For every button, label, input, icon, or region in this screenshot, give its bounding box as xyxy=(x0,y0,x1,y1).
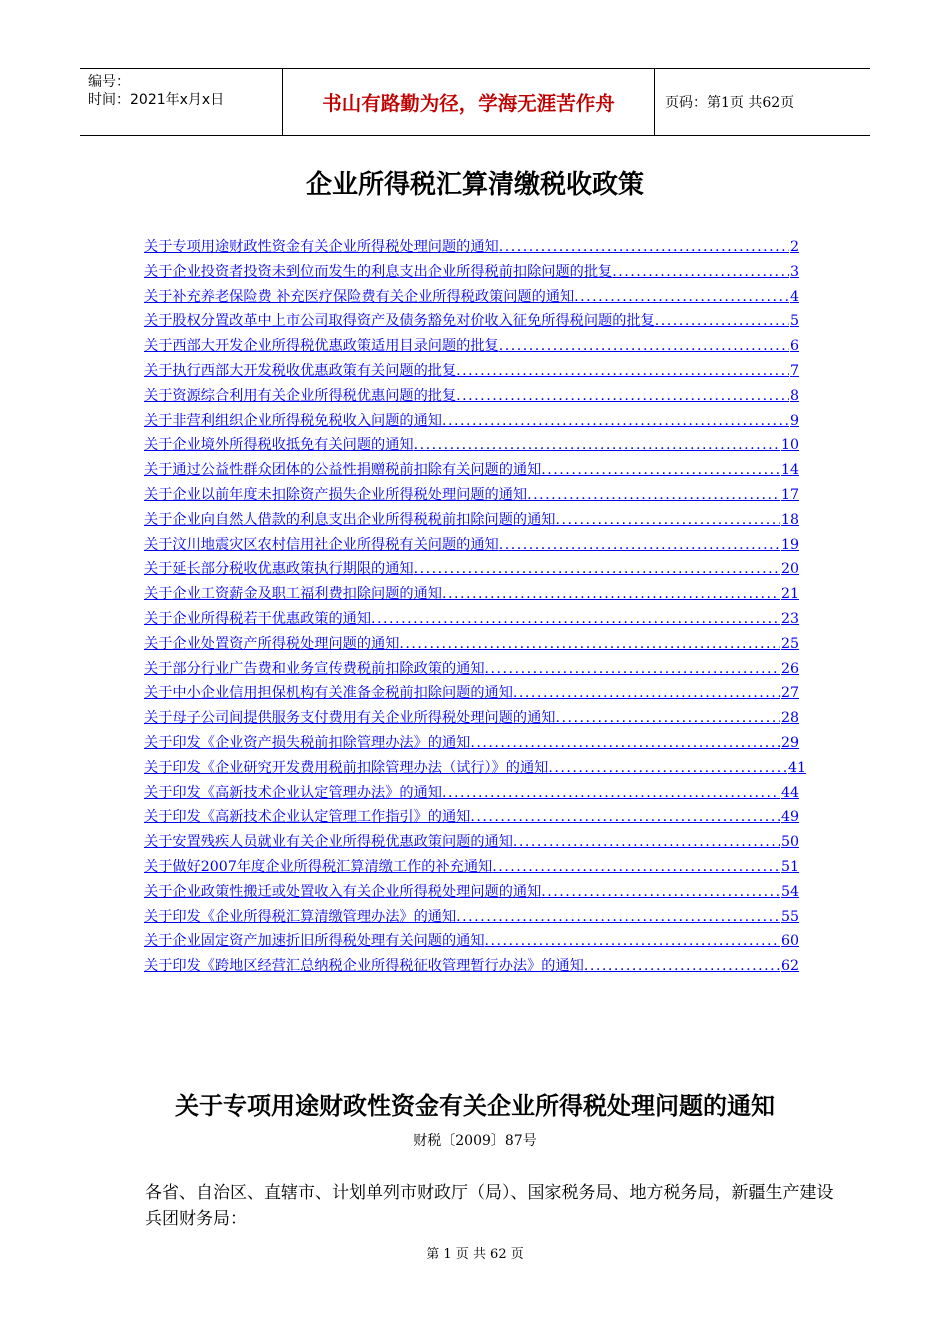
toc-page-number[interactable]: 41 xyxy=(787,759,806,776)
toc-entry-title[interactable]: 关于印发《高新技术企业认定管理工作指引》的通知 xyxy=(144,809,471,826)
toc-leader-dots xyxy=(513,681,780,706)
toc-entry[interactable] xyxy=(144,508,799,533)
toc-leader-dots xyxy=(548,756,787,781)
toc-leader-dots xyxy=(541,458,780,483)
toc-entry-title[interactable]: 关于股权分置改革中上市公司取得资产及债务豁免对价收入征免所得税问题的批复 xyxy=(144,313,655,330)
toc-entry-title[interactable]: 关于资源综合利用有关企业所得税优惠问题的批复 xyxy=(144,387,457,404)
toc-leader-dots xyxy=(655,309,789,334)
toc-leader-dots xyxy=(527,483,780,508)
toc-entry[interactable] xyxy=(144,731,799,756)
toc-page-number[interactable]: 44 xyxy=(780,784,799,801)
toc-entry-title[interactable]: 关于通过公益性群众团体的公益性捐赠税前扣除有关问题的通知 xyxy=(144,462,542,479)
section-doc-number: 财税〔2009〕87号 xyxy=(413,1133,537,1149)
toc-page-number[interactable]: 19 xyxy=(780,536,799,553)
toc-entry[interactable] xyxy=(144,706,799,731)
toc-page-number[interactable]: 29 xyxy=(780,734,799,751)
toc-page-number[interactable]: 7 xyxy=(789,362,799,379)
toc-entry-title[interactable]: 关于中小企业信用担保机构有关准备金税前扣除问题的通知 xyxy=(144,685,513,702)
toc-entry-title[interactable]: 关于印发《高新技术企业认定管理办法》的通知 xyxy=(144,784,442,801)
toc-entry-title[interactable]: 关于汶川地震灾区农村信用社企业所得税有关问题的通知 xyxy=(144,536,499,553)
toc-entry-title[interactable]: 关于专项用途财政性资金有关企业所得税处理问题的通知 xyxy=(144,239,499,255)
code-label: 编号： xyxy=(88,74,130,90)
toc-entry[interactable] xyxy=(144,681,799,706)
toc-entry[interactable] xyxy=(144,781,799,806)
toc-entry-title[interactable]: 关于印发《企业资产损失税前扣除管理办法》的通知 xyxy=(144,734,471,751)
toc-entry-title[interactable]: 关于企业政策性搬迁或处置收入有关企业所得税处理问题的通知 xyxy=(144,883,542,900)
toc-page-number[interactable]: 8 xyxy=(789,387,799,404)
toc-leader-dots xyxy=(541,880,780,905)
toc-page-number[interactable]: 50 xyxy=(780,834,799,851)
toc-entry-title[interactable]: 关于企业所得税若干优惠政策的通知 xyxy=(144,610,372,627)
toc-entry-title[interactable]: 关于执行西部大开发税收优惠政策有关问题的批复 xyxy=(144,362,457,379)
toc-leader-dots xyxy=(513,830,780,855)
toc-page-number[interactable]: 27 xyxy=(780,685,799,702)
toc-leader-dots xyxy=(574,285,789,310)
toc-entry[interactable] xyxy=(144,483,799,508)
toc-entry[interactable] xyxy=(144,880,799,905)
toc-entry[interactable] xyxy=(144,384,799,409)
toc-entry[interactable] xyxy=(144,285,799,310)
table-of-contents xyxy=(144,235,814,979)
toc-leader-dots xyxy=(371,607,780,632)
toc-leader-dots xyxy=(470,805,780,830)
date-label: 时间：2021年x月x日 xyxy=(88,92,225,108)
toc-entry-title[interactable]: 关于企业工资薪金及职工福利费扣除问题的通知 xyxy=(144,586,442,603)
toc-entry[interactable] xyxy=(144,632,799,657)
toc-page-number[interactable]: 9 xyxy=(789,412,799,429)
toc-page-number[interactable]: 55 xyxy=(780,908,799,925)
toc-page-number[interactable]: 17 xyxy=(780,486,799,503)
header-meta xyxy=(80,69,282,135)
toc-entry-title[interactable]: 关于企业向自然人借款的利息支出企业所得税税前扣除问题的通知 xyxy=(144,511,556,528)
toc-leader-dots xyxy=(555,706,779,731)
toc-entry-title[interactable]: 关于延长部分税收优惠政策执行期限的通知 xyxy=(144,561,414,578)
toc-entry-title[interactable]: 关于母子公司间提供服务支付费用有关企业所得税处理问题的通知 xyxy=(144,710,556,727)
toc-entry-title[interactable]: 关于企业处置资产所得税处理问题的通知 xyxy=(144,635,400,652)
toc-page-number[interactable]: 2 xyxy=(789,239,799,255)
toc-page-number[interactable]: 5 xyxy=(789,313,799,330)
toc-entry[interactable] xyxy=(144,954,799,979)
toc-leader-dots xyxy=(456,359,789,384)
toc-page-number[interactable]: 28 xyxy=(780,710,799,727)
toc-entry[interactable] xyxy=(144,235,799,260)
toc-page-number[interactable]: 26 xyxy=(780,660,799,677)
toc-entry[interactable] xyxy=(144,309,799,334)
toc-page-number[interactable]: 20 xyxy=(780,561,799,578)
toc-entry-title[interactable]: 关于企业固定资产加速折旧所得税处理有关问题的通知 xyxy=(144,933,485,950)
toc-leader-dots xyxy=(456,905,780,930)
toc-leader-dots xyxy=(442,582,780,607)
section-body: 各省、自治区、直辖市、计划单列市财政厅（局）、国家税务局、地方税务局，新疆生产建设兵团财务局： xyxy=(145,1183,834,1229)
toc-entry-title[interactable]: 关于企业投资者投资未到位而发生的利息支出企业所得税前扣除问题的批复 xyxy=(144,263,613,280)
toc-entry[interactable] xyxy=(144,359,799,384)
toc-leader-dots xyxy=(555,508,779,533)
toc-leader-dots xyxy=(442,409,789,434)
toc-leader-dots xyxy=(485,929,780,954)
toc-entry[interactable] xyxy=(144,607,799,632)
toc-page-number[interactable]: 54 xyxy=(780,883,799,900)
page-footer: 第 1 页 共 62 页 xyxy=(426,1247,524,1262)
toc-entry-title[interactable]: 关于做好2007年度企业所得税汇算清缴工作的补充通知 xyxy=(144,858,493,875)
toc-page-number[interactable]: 62 xyxy=(780,958,799,975)
toc-entry-title[interactable]: 关于印发《企业所得税汇算清缴管理办法》的通知 xyxy=(144,908,457,925)
header-motto: 书山有路勤为径，学海无涯苦作舟 xyxy=(282,69,655,135)
toc-leader-dots xyxy=(499,235,789,260)
toc-leader-dots xyxy=(414,557,780,582)
toc-entry[interactable] xyxy=(144,855,799,880)
toc-entry-title[interactable]: 关于西部大开发企业所得税优惠政策适用目录问题的批复 xyxy=(144,338,499,355)
toc-leader-dots xyxy=(499,334,789,359)
toc-leader-dots xyxy=(470,731,780,756)
toc-entry-title[interactable]: 关于部分行业广告费和业务宣传费税前扣除政策的通知 xyxy=(144,660,485,677)
toc-page-number[interactable]: 10 xyxy=(780,437,799,454)
toc-entry[interactable] xyxy=(144,929,799,954)
toc-page-number[interactable]: 4 xyxy=(789,288,799,305)
toc-entry[interactable] xyxy=(144,557,799,582)
toc-entry[interactable] xyxy=(144,409,799,434)
toc-page-number[interactable]: 23 xyxy=(780,610,799,627)
toc-entry-title[interactable]: 关于印发《企业研究开发费用税前扣除管理办法（试行）》的通知 xyxy=(144,759,549,776)
document-title: 企业所得税汇算清缴税收政策 xyxy=(305,170,644,200)
toc-entry[interactable] xyxy=(144,533,799,558)
toc-entry-title[interactable]: 关于非营利组织企业所得税免税收入问题的通知 xyxy=(144,412,442,429)
toc-entry[interactable] xyxy=(144,805,799,830)
toc-entry[interactable] xyxy=(144,905,799,930)
toc-entry-title[interactable]: 关于企业境外所得税收抵免有关问题的通知 xyxy=(144,437,414,454)
toc-entry-title[interactable]: 关于安置残疾人员就业有关企业所得税优惠政策问题的通知 xyxy=(144,834,513,851)
toc-leader-dots xyxy=(414,433,780,458)
toc-entry-title[interactable]: 关于企业以前年度未扣除资产损失企业所得税处理问题的通知 xyxy=(144,486,528,503)
toc-entry[interactable] xyxy=(144,260,799,285)
toc-page-number[interactable]: 25 xyxy=(780,635,799,652)
toc-page-number[interactable]: 49 xyxy=(780,809,799,826)
toc-entry[interactable] xyxy=(144,830,799,855)
toc-leader-dots xyxy=(584,954,780,979)
toc-leader-dots xyxy=(442,781,780,806)
page-header xyxy=(80,68,870,136)
toc-leader-dots xyxy=(399,632,780,657)
toc-entry[interactable] xyxy=(144,458,799,483)
toc-entry[interactable] xyxy=(144,334,799,359)
toc-leader-dots xyxy=(456,384,789,409)
toc-page-number[interactable]: 14 xyxy=(780,462,799,479)
toc-leader-dots xyxy=(492,855,780,880)
toc-page-number[interactable]: 51 xyxy=(780,858,799,875)
toc-page-number[interactable]: 21 xyxy=(780,586,799,603)
toc-leader-dots xyxy=(485,657,780,682)
toc-entry-title[interactable]: 关于印发《跨地区经营汇总纳税企业所得税征收管理暂行办法》的通知 xyxy=(144,958,584,975)
toc-leader-dots xyxy=(612,260,789,285)
toc-leader-dots xyxy=(499,533,780,558)
toc-entry-title[interactable]: 关于补充养老保险费 补充医疗保险费有关企业所得税政策问题的通知 xyxy=(144,288,575,305)
toc-entry[interactable] xyxy=(144,433,799,458)
toc-page-number[interactable]: 6 xyxy=(789,338,799,355)
toc-page-number[interactable]: 60 xyxy=(780,933,799,950)
header-page-info: 页码：第1页 共62页 xyxy=(665,95,795,111)
toc-page-number[interactable]: 18 xyxy=(780,511,799,528)
toc-entry[interactable] xyxy=(144,657,799,682)
toc-entry[interactable] xyxy=(144,756,806,781)
toc-entry[interactable] xyxy=(144,582,799,607)
section-title: 关于专项用途财政性资金有关企业所得税处理问题的通知 xyxy=(175,1091,775,1120)
toc-page-number[interactable]: 3 xyxy=(789,263,799,280)
